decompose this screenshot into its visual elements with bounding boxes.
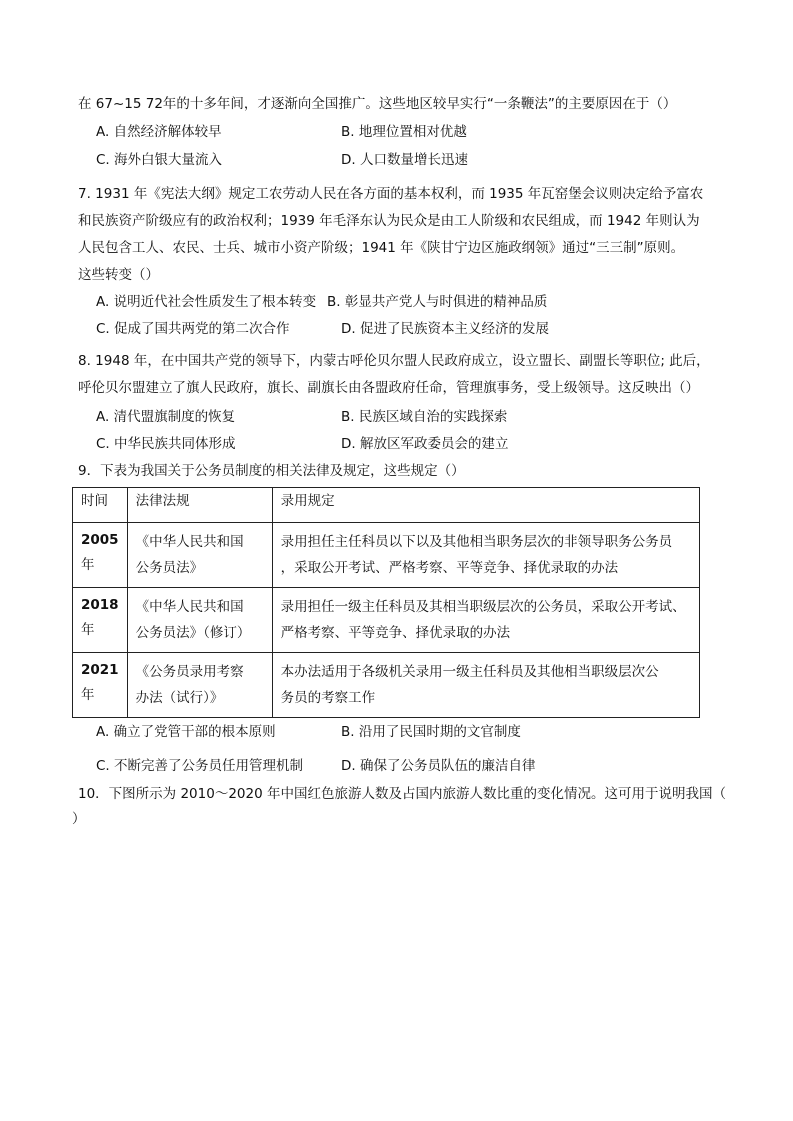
cell-law-line: 《中华人民共和国 — [135, 599, 244, 615]
table-header-row — [73, 488, 700, 523]
header-law: 法律法规 — [127, 488, 272, 523]
q6-option-d: D. 人口数量增长迅速 — [341, 152, 468, 168]
q6-stem: 在 67~15 72年的十多年间，才逐渐向全国推广。这些地区较早实行“一条鞭法”的主要原因在于（） — [78, 96, 677, 112]
q7-option-c: C. 促成了国共两党的第二次合作 — [96, 321, 290, 337]
q7-option-b: B. 彰显共产党人与时俱进的精神品质 — [327, 294, 548, 310]
q6-option-a: A. 自然经济解体较早 — [96, 124, 222, 140]
q8-option-d: D. 解放区军政委员会的建立 — [341, 436, 509, 452]
cell-rule — [272, 588, 699, 653]
cell-year-unit: 年 — [81, 622, 95, 638]
q8-option-b: B. 民族区域自治的实践探索 — [341, 409, 508, 425]
q10-stem-line: 10．下图所示为 2010～2020 年中国红色旅游人数及占国内旅游人数比重的变化情况。这可用于说明我国（ — [78, 786, 726, 802]
cell-year — [73, 653, 128, 718]
q8-stem-line: 呼伦贝尔盟建立了旗人民政府，旗长、副旗长由各盟政府任命，管理旗事务，受上级领导。这反映出（） — [78, 380, 699, 396]
q9-option-c: C. 不断完善了公务员任用管理机制 — [96, 758, 304, 774]
cell-year-unit: 年 — [81, 687, 95, 703]
q7-stem-line: 和民族资产阶级应有的政治权利；1939 年毛泽东认为民众是由工人阶级和农民组成，而 1942 年则认为 — [78, 213, 700, 229]
table-row — [73, 523, 700, 588]
cell-rule — [272, 653, 699, 718]
cell-law-line: 《公务员录用考察 — [135, 664, 244, 680]
cell-law — [127, 523, 272, 588]
header-rule: 录用规定 — [272, 488, 699, 523]
q8-option-c: C. 中华民族共同体形成 — [96, 436, 236, 452]
q8-option-a: A. 清代盟旗制度的恢复 — [96, 409, 236, 425]
cell-law — [127, 653, 272, 718]
cell-rule-line: 录用担任一级主任科员及其相当职级层次的公务员，采取公开考试、 — [280, 599, 686, 615]
q7-stem-line: 7. 1931 年《宪法大纲》规定工农劳动人民在各方面的基本权利，而 1935 年瓦窑堡会议则决定给予富农 — [78, 186, 704, 202]
cell-law-line: 公务员法》（修订） — [135, 625, 251, 641]
header-time: 时间 — [73, 488, 128, 523]
cell-rule-line: ，采取公开考试、严格考察、平等竞争、择优录取的办法 — [280, 560, 619, 576]
q8-stem-line: 8. 1948 年，在中国共产党的领导下，内蒙古呼伦贝尔盟人民政府成立，设立盟长、副盟长等职位; 此后， — [78, 353, 710, 369]
cell-law — [127, 588, 272, 653]
cell-year — [73, 588, 128, 653]
q6-option-b: B. 地理位置相对优越 — [341, 124, 467, 140]
cell-law-line: 办法（试行）》 — [135, 690, 224, 706]
cell-year-number: 2018 — [81, 597, 119, 613]
cell-rule-line: 录用担任主任科员以下以及其他相当职务层次的非领导职务公务员 — [280, 534, 673, 550]
cell-rule-line: 本办法适用于各级机关录用一级主任科员及其他相当职级层次公 — [280, 664, 659, 680]
q7-stem-line: 人民包含工人、农民、士兵、城市小资产阶级；1941 年《陕甘宁边区施政纲领》通过“三三制”原则。 — [78, 240, 685, 256]
cell-year-unit: 年 — [81, 557, 95, 573]
cell-rule — [272, 523, 699, 588]
q9-stem: 9．下表为我国关于公务员制度的相关法律及规定，这些规定（） — [78, 463, 465, 479]
q9-option-b: B. 沿用了民国时期的文官制度 — [341, 724, 521, 740]
q7-option-a: A. 说明近代社会性质发生了根本转变 — [96, 294, 317, 310]
cell-law-line: 公务员法》 — [135, 560, 204, 576]
q6-option-c: C. 海外白银大量流入 — [96, 152, 223, 168]
q9-option-d: D. 确保了公务员队伍的廉洁自律 — [341, 758, 536, 774]
cell-rule-line: 严格考察、平等竞争、择优录取的办法 — [280, 625, 511, 641]
table-row — [73, 653, 700, 718]
q10-stem-line: ） — [72, 811, 86, 827]
cell-year-number: 2005 — [81, 532, 119, 548]
table-row — [73, 588, 700, 653]
cell-law-line: 《中华人民共和国 — [135, 534, 244, 550]
civil-servant-law-table — [72, 487, 700, 718]
q9-option-a: A. 确立了党管干部的根本原则 — [96, 724, 276, 740]
q7-option-d: D. 促进了民族资本主义经济的发展 — [341, 321, 549, 337]
cell-year — [73, 523, 128, 588]
q7-stem-line: 这些转变（） — [78, 267, 159, 283]
cell-rule-line: 务员的考察工作 — [280, 690, 376, 706]
cell-year-number: 2021 — [81, 662, 119, 678]
